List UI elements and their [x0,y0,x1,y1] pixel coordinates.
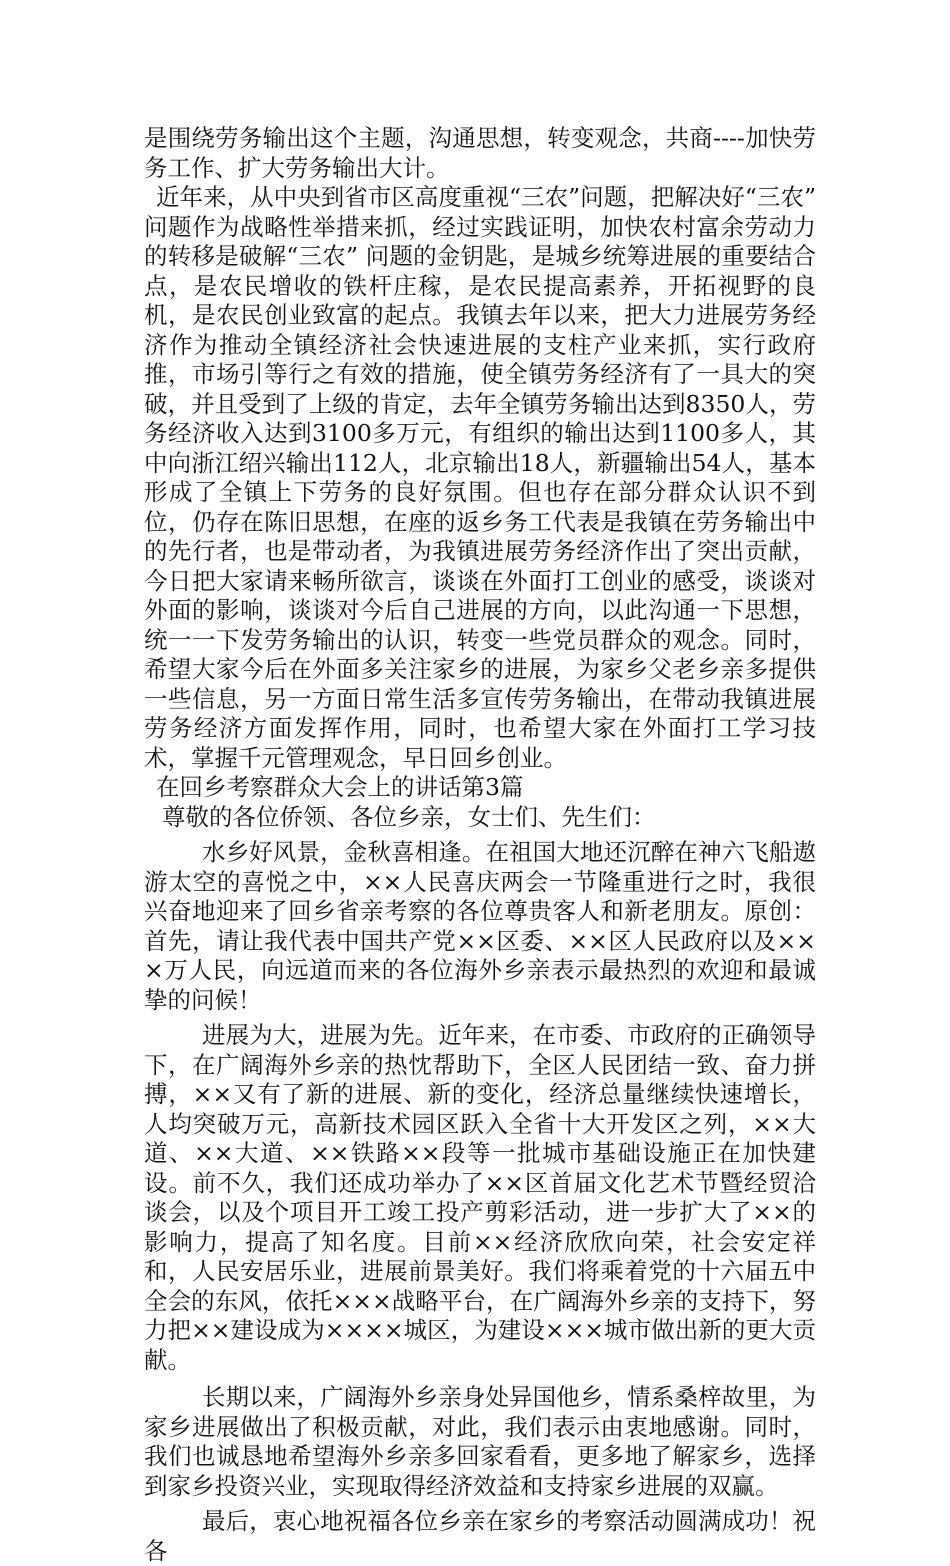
paragraph-welcome: 水乡好风景，金秋喜相逢。在祖国大地还沉醉在神六飞船遨游太空的喜悦之中，××人民喜庆两会一节隆重进行之时，我很兴奋地迎来了回乡省亲考察的各位尊贵客人和新老朋友。原创：首先，请让我代表中国共产党××区委、××区人民政府以及×××万人民，向远道而来的各位海外乡亲表示最热烈的欢迎和最诚挚的问候！ [144,838,816,1014]
paragraph-development: 进展为大，进展为先。近年来，在市委、市政府的正确领导下，在广阔海外乡亲的热忱帮助下，全区人民团结一致、奋力拼搏，××又有了新的进展、新的变化，经济总量继续快速增长，人均突破万元，高新技术园区跃入全省十大开发区之列，××大道、××大道、××铁路××段等一批城市基础设施正在加快建设。前不久，我们还成功举办了××区首届文化艺术节暨经贸洽谈会，以及个项目开工竣工投产剪彩活动，进一步扩大了××的影响力，提高了知名度。目前××经济欣欣向荣，社会安定祥和，人民安居乐业，进展前景美好。我们将乘着党的十六届五中全会的东风，依托×××战略平台，在广阔海外乡亲的支持下，努力把××建设成为××××城区，为建设×××城市做出新的更大贡献。 [144,1021,816,1374]
paragraph-gratitude: 长期以来，广阔海外乡亲身处异国他乡，情系桑梓故里，为家乡进展做出了积极贡献，对此，我们表示由衷地感谢。同时，我们也诚恳地希望海外乡亲多回家看看，更多地了解家乡，选择到家乡投资兴业，实现取得经济效益和支持家乡进展的双赢。 [144,1383,816,1500]
document-body [144,124,816,1566]
paragraph-labor-economy: 近年来，从中央到省市区高度重视“三农”问题，把解决好“三农” 问题作为战略性举措来抓，经过实践证明，加快农村富余劳动力的转移是破解“三农” 问题的金钥匙，是城乡统筹进展的重要结合点，是农民增收的铁杆庄稼，是农民提高素养，开拓视野的良机，是农民创业致富的起点。我镇去年以来，把大力进展劳务经济作为推动全镇经济社会快速进展的支柱产业来抓，实行政府推，市场引等行之有效的措施，使全镇劳务经济有了一具大的突破，并且受到了上级的肯定，去年全镇劳务输出达到8350人，劳务经济收入达到3100多万元，有组织的输出达到1100多人，其中向浙江绍兴输出112人，北京输出18人，新疆输出54人，基本形成了全镇上下劳务的良好氛围。但也存在部分群众认识不到位，仍存在陈旧思想，在座的返乡务工代表是我镇在劳务输出中的先行者，也是带动者，为我镇进展劳务经济作出了突出贡献，今日把大家请来畅所欲言，谈谈在外面打工创业的感受，谈谈对外面的影响，谈谈对今后自己进展的方向，以此沟通一下思想，统一一下发劳务输出的认识，转变一些党员群众的观念。同时，希望大家今后在外面多关注家乡的进展，为家乡父老乡亲多提供一些信息，另一方面日常生活多宣传劳务输出，在带动我镇进展劳务经济方面发挥作用，同时，也希望大家在外面打工学习技术，掌握千元管理观念，早日回乡创业。 [144,183,816,772]
section-heading: 在回乡考察群众大会上的讲话第3篇 [156,773,524,801]
salutation-line: 尊敬的各位侨领、各位乡亲，女士们、先生们： [162,802,656,831]
paragraph-intro-continuation: 是围绕劳务输出这个主题，沟通思想，转变观念，共商----加快劳务工作、扩大劳务输出大计。 [144,124,816,182]
paragraph-closing: 最后，衷心地祝福各位乡亲在家乡的考察活动圆满成功！祝各 [144,1507,816,1565]
